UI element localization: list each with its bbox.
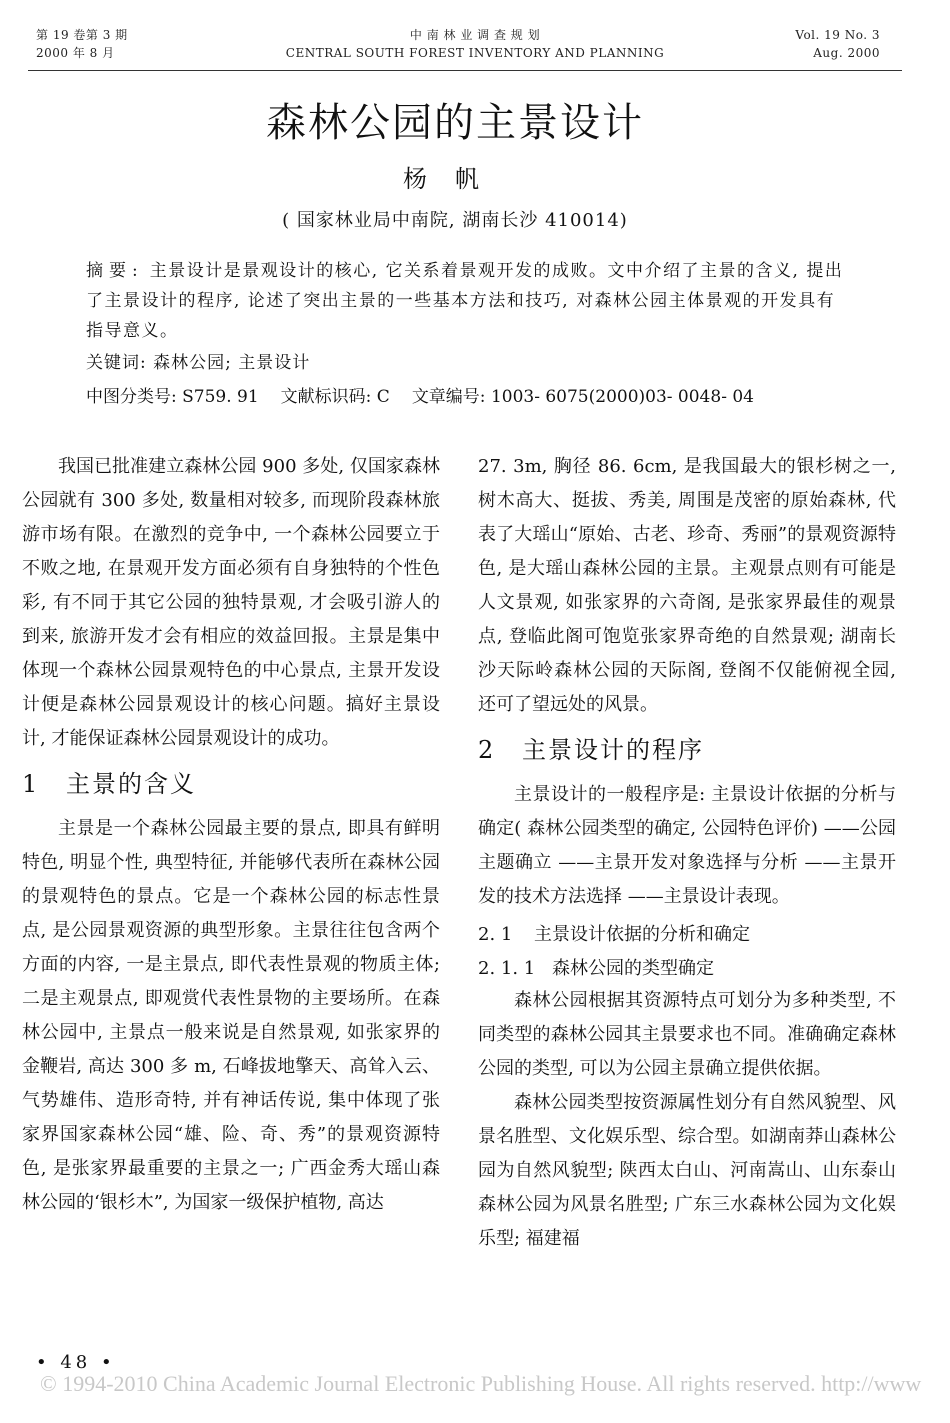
left-column [22,450,440,1220]
abstract-paragraph [86,256,846,346]
page-number: • 48 • [36,1352,116,1373]
header-issue-info-en [795,26,880,62]
copyright-watermark: © 1994-2010 China Academic Journal Electronic Publishing House. All rights reserved. http://www [40,1371,922,1396]
header-volume-cn: 第 19 卷第 3 期 [36,28,128,42]
article-number: 文章编号: 1003- 6075(2000)03- 0048- 04 [411,387,754,407]
keywords: 关键词: 森林公园; 主景设计 [86,353,311,373]
abstract-section [86,256,846,412]
subsection-number: 2. 1. 1 [478,958,536,979]
section-title: 主景的含义 [66,770,196,798]
document-code: 文献标识码: C [280,387,390,407]
header-divider [28,70,902,71]
abstract-text: 主景设计是景观设计的核心, 它关系着景观开发的成败。文中介绍了主景的含义, 提出了主景设计的程序, 论述了突出主景的一些基本方法和技巧, 对森林公园主体景观的开发具有指导意义。 [86,261,844,341]
park-classification-paragraph: 森林公园类型按资源属性划分有自然风貌型、风景名胜型、文化娱乐型、综合型。如湖南莽山森林公园为自然风貌型; 陕西太白山、河南嵩山、山东泰山森林公园为风景名胜型; 广东三水森林公园为文化娱乐型; 福建福 [478,1092,896,1249]
clc-number: 中图分类号: S759. 91 [86,387,259,407]
header-volume-en: Vol. 19 No. 3 [795,28,880,42]
section-2-heading [478,732,896,768]
header-date-cn: 2000 年 8 月 [36,46,115,60]
classification-line [86,382,846,412]
section-number: 2 [478,736,496,764]
intro-paragraph: 我国已批准建立森林公园 900 多处, 仅国家森林公园就有 300 多处, 数量相对较多, 而现阶段森林旅游市场有限。在激烈的竞争中, 一个森林公园要立于不败之地, 在景观开发方面必须有自身独特的个性色彩, 有不同于其它公园的独特景观, 才会吸引游人的到来, 旅游开发才会有相应的效益回报。主景是集中体现一个森林公园景观特色的中心景点, 主景开发设计便是森林公园景观设计的核心问题。搞好主景设计, 才能保证森林公园景观设计的成功。 [22,456,440,749]
park-type-paragraph: 森林公园根据其资源特点可划分为多种类型, 不同类型的森林公园其主景要求也不同。准确确定森林公园的类型, 可以为公园主景确立提供依据。 [478,990,896,1079]
right-column [478,450,896,1256]
journal-header [0,0,950,74]
continued-paragraph: 27. 3m, 胸径 86. 6cm, 是我国最大的银杉树之一, 树木高大、挺拔、秀美, 周围是茂密的原始森林, 代表了大瑶山“原始、古老、珍奇、秀丽”的景观资源特色, 是大瑶山森林公园的主景。主观景点则有可能是人文景观, 如张家界的六奇阁, 是张家界最佳的观景点, 登临此阁可饱览张家界奇绝的自然景观; 湖南长沙天际岭森林公园的天际阁, 登阁不仅能俯视全园, 还可了望远处的风景。 [478,456,896,715]
abstract-label: 摘要: [86,261,144,281]
header-date-en: Aug. 2000 [813,46,880,60]
author-affiliation: ( 国家林业局中南院, 湖南长沙 410014) [282,210,628,231]
header-journal-cn: 中 南 林 业 调 查 规 划 [409,28,541,42]
subsection-2-1-heading [478,918,896,952]
section-number: 1 [22,770,40,798]
section-1-paragraph: 主景是一个森林公园最主要的景点, 即具有鲜明特色, 明显个性, 典型特征, 并能够代表所在森林公园的景观特色的景点。它是一个森林公园的标志性景点, 是公园景观资源的典型形象。主景往往包含两个方面的内容, 一是主景点, 即代表性景观的物质主体; 二是主观景点, 即观赏代表性景物的主要场所。在森林公园中, 主景点一般来说是自然景观, 如张家界的金鞭岩, 高达 300 多 m, 石峰拔地擎天、高耸入云、气势雄伟、造形奇特, 并有神话传说, 集中体现了张家界国家森林公园“雄、险、奇、秀”的景观资源特色, 是张家界最重要的主景之一; 广西金秀大瑶山森林公园的‘银杉木”, 为国家一级保护植物, 高达 [22,818,440,1213]
subsection-title: 主景设计依据的分析和确定 [534,924,750,945]
section-title: 主景设计的程序 [522,736,704,764]
header-journal-en: CENTRAL SOUTH FOREST INVENTORY AND PLANNING [285,46,665,60]
subsection-title: 森林公园的类型确定 [552,958,714,979]
section-1-heading [22,766,440,802]
section-2-paragraph: 主景设计的一般程序是: 主景设计依据的分析与确定( 森林公园类型的确定, 公园特色评价) ——公园主题确立 ——主景开发对象选择与分析 ——主景开发的技术方法选择 ——主景设计表现。 [478,784,896,907]
subsection-2-1-1-heading [478,954,896,984]
article-title: 森林公园的主景设计 [266,100,644,146]
article-author: 杨帆 [403,165,507,193]
subsection-number: 2. 1 [478,924,513,945]
